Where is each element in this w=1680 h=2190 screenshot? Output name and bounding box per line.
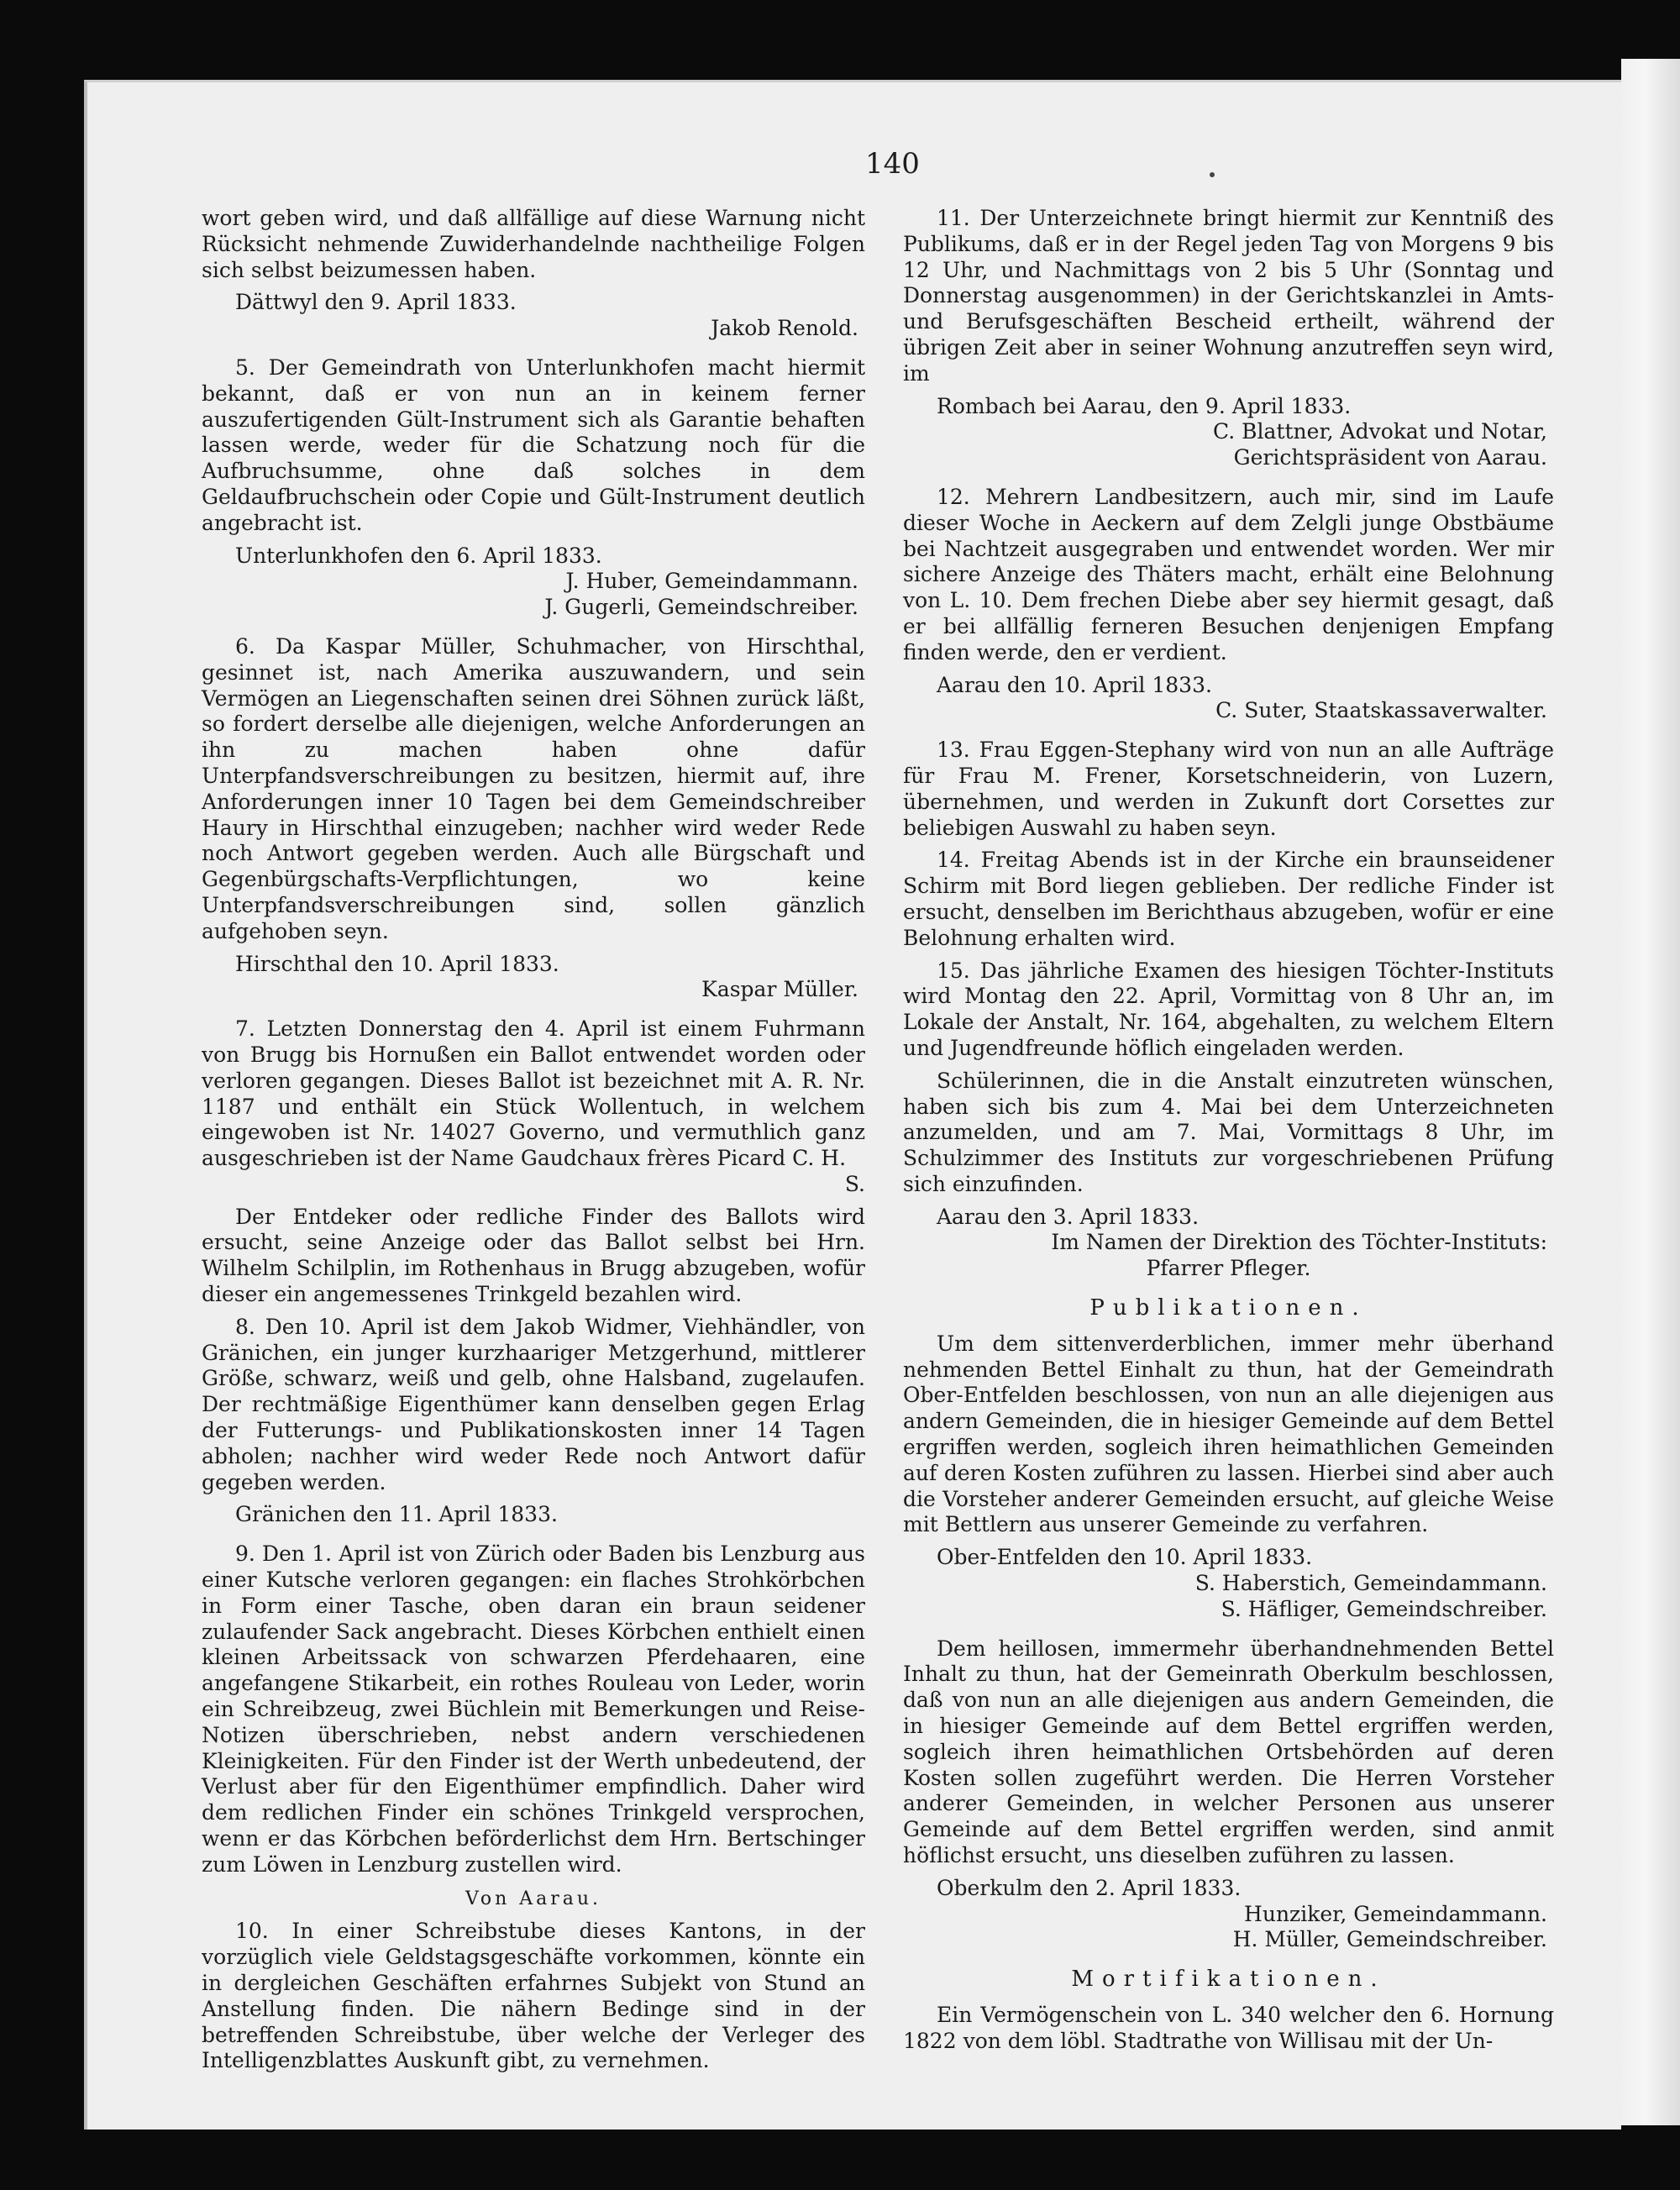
notice-12-signature: C. Suter, Staatskassaverwalter.: [1215, 698, 1547, 723]
notice-6-signature: Kaspar Müller.: [701, 977, 858, 1002]
left-column: [202, 206, 865, 2081]
notice-8-signature-block: [202, 1502, 865, 1528]
notice-11-signature-2: Gerichtspräsident von Aarau.: [1233, 445, 1547, 470]
notice-12: 12. Mehrern Landbesitzern, auch mir, sind im Laufe dieser Woche in Aeckern auf dem Zelgli junge Obstbäume bei Nachtzeit ausgegraben und entwendet worden. Wer mir sichere Anzeige des Thäters macht, erhält eine Belohnung von L. 10. Dem frechen Diebe aber sey hiermit gesagt, daß er bei allfällig ferneren Besuchen denjenigen Empfang finden werde, den er verdient.: [903, 484, 1554, 664]
intro-signature: Jakob Renold.: [711, 316, 858, 341]
notice-5-signature-1: J. Huber, Gemeindammann.: [565, 569, 858, 594]
publication-2-signature-2: H. Müller, Gemeindschreiber.: [1232, 1927, 1547, 1952]
notice-6-place-date: Hirschthal den 10. April 1833.: [235, 951, 559, 976]
notice-12-place-date: Aarau den 10. April 1833.: [937, 672, 1212, 697]
notice-intro: wort geben wird, und daß allfällige auf diese Warnung nicht Rücksicht nehmende Zuwiderhandelnde nachtheilige Folgen sich selbst beizumessen haben.: [202, 206, 865, 282]
section-heading-publikationen: Publikationen.: [1089, 1295, 1368, 1321]
notice-6: 6. Da Kaspar Müller, Schuhmacher, von Hirschthal, gesinnet ist, nach Amerika auszuwandern, und sein Vermögen an Liegenschaften seinen drei Söhnen zurück läßt, so fordert derselbe alle diejenigen, welche Anforderungen an ihn zu machen haben ohne dafür Unterpfandsverschreibungen zu besitzen, hiermit auf, ihre Anforderungen inner 10 Tagen bei dem Gemeindschreiber Haury in Hirschthal einzugeben; nachher wird weder Rede noch Antwort gegeben werden. Auch alle Bürgschaft und Gegenbürgschafts-Verpflichtungen, wo keine Unterpfandsverschreibungen sind, sollen gänzlich aufgehoben seyn.: [202, 633, 865, 943]
notice-7-continued: Der Entdeker oder redliche Finder des Ballots wird ersucht, seine Anzeige oder das Ballot selbst bei Hrn. Wilhelm Schilplin, im Rothenhaus in Brugg abzugeben, wofür dieser ein angemessenes Trinkgeld bezahlen wird.: [202, 1204, 865, 1307]
intro-place-date: Dättwyl den 9. April 1833.: [235, 290, 517, 315]
publication-1-signature-1: S. Haberstich, Gemeindammann.: [1194, 1571, 1547, 1596]
notice-14: 14. Freitag Abends ist in der Kirche ein braunseidener Schirm mit Bord liegen geblieben. Der redliche Finder ist ersucht, denselben im Berichthaus abzugeben, wofür er eine Belohnung erhalten wird.: [903, 848, 1554, 950]
notice-13: 13. Frau Eggen-Stephany wird von nun an alle Aufträge für Frau M. Frener, Korsetschneiderin, von Luzern, übernehmen, und werden in Zukunft dort Corsettes zur beliebigen Auswahl zu haben seyn.: [903, 738, 1554, 840]
section-heading-aarau: Von Aarau.: [465, 1888, 602, 1909]
section-heading-mortifikationen: Mortifikationen.: [1071, 1967, 1386, 1993]
notice-10: 10. In einer Schreibstube dieses Kantons, in der vorzüglich viele Geldstagsgeschäfte vorkommen, könnte ein in dergleichen Geschäften erfahrnes Subjekt von Stund an Anstellung finden. Die nähern Bedinge sind in der betreffenden Schreibstube, über welche der Verleger des Intelligenzblattes Auskunft gibt, zu vernehmen.: [202, 1919, 865, 2073]
notice-9: 9. Den 1. April ist von Zürich oder Baden bis Lenzburg aus einer Kutsche verloren gegangen: ein flaches Strohkörbchen in Form einer Tasche, oben daran ein braun seidener zulaufender Sack angebracht. Dieses Körbchen enthielt einen kleinen Arbeitssack von schwarzen Pferdehaaren, eine angefangene Stikarbeit, ein rothes Rouleau von Leder, worin ein Schreibzeug, zwei Büchlein mit Bemerkungen und Reise-Notizen überschrieben, nebst andern verschiedenen Kleinigkeiten. Für den Finder ist der Werth unbedeutend, der Verlust aber für den Eigenthümer empfindlich. Daher wird dem redlichen Finder ein schönes Trinkgeld versprochen, wenn er das Körbchen beförderlichst dem Hrn. Bertschinger zum Löwen in Lenzburg zustellen wird.: [202, 1541, 865, 1877]
notice-11-place-date: Rombach bei Aarau, den 9. April 1833.: [937, 393, 1352, 418]
notice-8: 8. Den 10. April ist dem Jakob Widmer, Viehhändler, von Gränichen, ein junger kurzhaariger Metzgerhund, mittlerer Größe, schwarz, weiß und gelb, ohne Halsband, zugelaufen. Der rechtmäßige Eigenthümer kann denselben gegen Erlag der Futterungs- und Publikationskosten inner 14 Tagen abholen; nachher wird weder Rede noch Antwort dafür gegeben werden.: [202, 1314, 865, 1494]
notice-11: 11. Der Unterzeichnete bringt hiermit zur Kenntniß des Publikums, daß er in der Regel jeden Tag von Morgens 9 bis 12 Uhr, und Nachmittags von 2 bis 5 Uhr (Sonntag und Donnerstag ausgenommen) in der Gerichtskanzlei in Amts- und Berufsgeschäften Bescheid ertheilt, während der übrigen Zeit aber in seiner Wohnung anzutreffen seyn wird, im: [903, 206, 1554, 386]
notice-6-signature-block: [202, 952, 865, 1004]
notice-15-signature-block: [903, 1205, 1554, 1282]
publication-1-signature-2: S. Häfliger, Gemeindschreiber.: [1221, 1596, 1547, 1621]
notice-15-signature-1: Im Namen der Direktion des Töchter-Instituts:: [1051, 1230, 1547, 1255]
notice-8-place-date: Gränichen den 11. April 1833.: [235, 1502, 558, 1527]
publication-2-place-date: Oberkulm den 2. April 1833.: [937, 1875, 1242, 1900]
notice-7: 7. Letzten Donnerstag den 4. April ist einem Fuhrmann von Brugg bis Hornußen ein Ballot entwendet worden oder verloren gegangen. Dieses Ballot ist bezeichnet mit A. R. Nr. 1187 und enthält ein Stück Wollentuch, in welchem eingewoben ist Nr. 14027 Governo, und vermuthlich ganz ausgeschrieben ist der Name Gaudchaux frères Picard C. H.: [202, 1016, 865, 1171]
notice-11-signature-1: C. Blattner, Advokat und Notar,: [1213, 419, 1547, 444]
publication-1-signature-block: [903, 1545, 1554, 1622]
intro-signature-block: [202, 290, 865, 342]
notice-5-signature-2: J. Gugerli, Gemeindschreiber.: [544, 595, 858, 620]
ink-mark: [1210, 172, 1215, 177]
notice-12-signature-block: [903, 673, 1554, 725]
notice-5: 5. Der Gemeindrath von Unterlunkhofen macht hiermit bekannt, daß er von nun an in keinem ferner auszufertigenden Gült-Instrument sich als Garantie behaften lassen werde, weder für die Schatzung noch für die Aufbruchsumme, ohne daß solches in dem Geldaufbruchschein oder Copie und Gült-Instrument deutlich angebracht ist.: [202, 354, 865, 535]
notice-5-place-date: Unterlunkhofen den 6. April 1833.: [235, 543, 602, 568]
right-column: [903, 206, 1554, 2061]
notice-5-signature-block: [202, 544, 865, 621]
publication-1-place-date: Ober-Entfelden den 10. April 1833.: [937, 1545, 1313, 1570]
page-number: 140: [865, 147, 920, 181]
page-fold: [1621, 59, 1680, 2125]
notice-15-signature-2: Pfarrer Pfleger.: [1146, 1256, 1311, 1281]
publication-1: Um dem sittenverderblichen, immer mehr überhand nehmenden Bettel Einhalt zu thun, hat der Gemeindrath Ober-Entfelden beschlossen, von nun an alle diejenigen aus andern Gemeinden, die in hiesiger Gemeinde auf dem Bettel ergriffen werden, sogleich ihren heimathlichen Gemeinden auf deren Kosten zuführen zu lassen. Hierbei sind aber auch die Vorsteher anderer Gemeinden ersucht, auf gleiche Weise mit Bettlern aus unserer Gemeinde zu verfahren.: [903, 1331, 1554, 1537]
publication-2-signature-1: Hunziker, Gemeindammann.: [1244, 1901, 1547, 1926]
notice-15-place-date: Aarau den 3. April 1833.: [937, 1204, 1200, 1229]
notice-15: 15. Das jährliche Examen des hiesigen Töchter-Instituts wird Montag den 22. April, Vormittag von 8 Uhr an, im Lokale der Anstalt, Nr. 164, abgehalten, zu welchem Eltern und Jugendfreunde höflich eingeladen werden.: [903, 958, 1554, 1060]
mortification-1: Ein Vermögenschein von L. 340 welcher den 6. Hornung 1822 von dem löbl. Stadtrathe von Willisau mit der Un-: [903, 2003, 1554, 2053]
publication-2-signature-block: [903, 1876, 1554, 1953]
notice-15-continued: Schülerinnen, die in die Anstalt einzutreten wünschen, haben sich bis zum 4. Mai bei dem Unterzeichneten anzumelden, und am 7. Mai, Vormittags 8 Uhr, im Schulzimmer des Instituts zur vorgeschriebenen Prüfung sich einzufinden.: [903, 1068, 1554, 1196]
publication-2: Dem heillosen, immermehr überhandnehmenden Bettel Inhalt zu thun, hat der Gemeinrath Oberkulm beschlossen, daß von nun an alle diejenigen aus andern Gemeinden, die in hiesiger Gemeinde auf dem Bettel ergriffen werden, sogleich ihren heimathlichen Ortsbehörden auf deren Kosten sollen zugeführt werden. Die Herren Vorsteher anderer Gemeinden, in welcher Personen aus unserer Gemeinde auf dem Bettel ergriffen werden, sind anmit höflichst ersucht, uns dieselben zuführen zu lassen.: [903, 1636, 1554, 1868]
notice-11-signature-block: [903, 394, 1554, 471]
notice-7-end: S.: [844, 1171, 865, 1196]
